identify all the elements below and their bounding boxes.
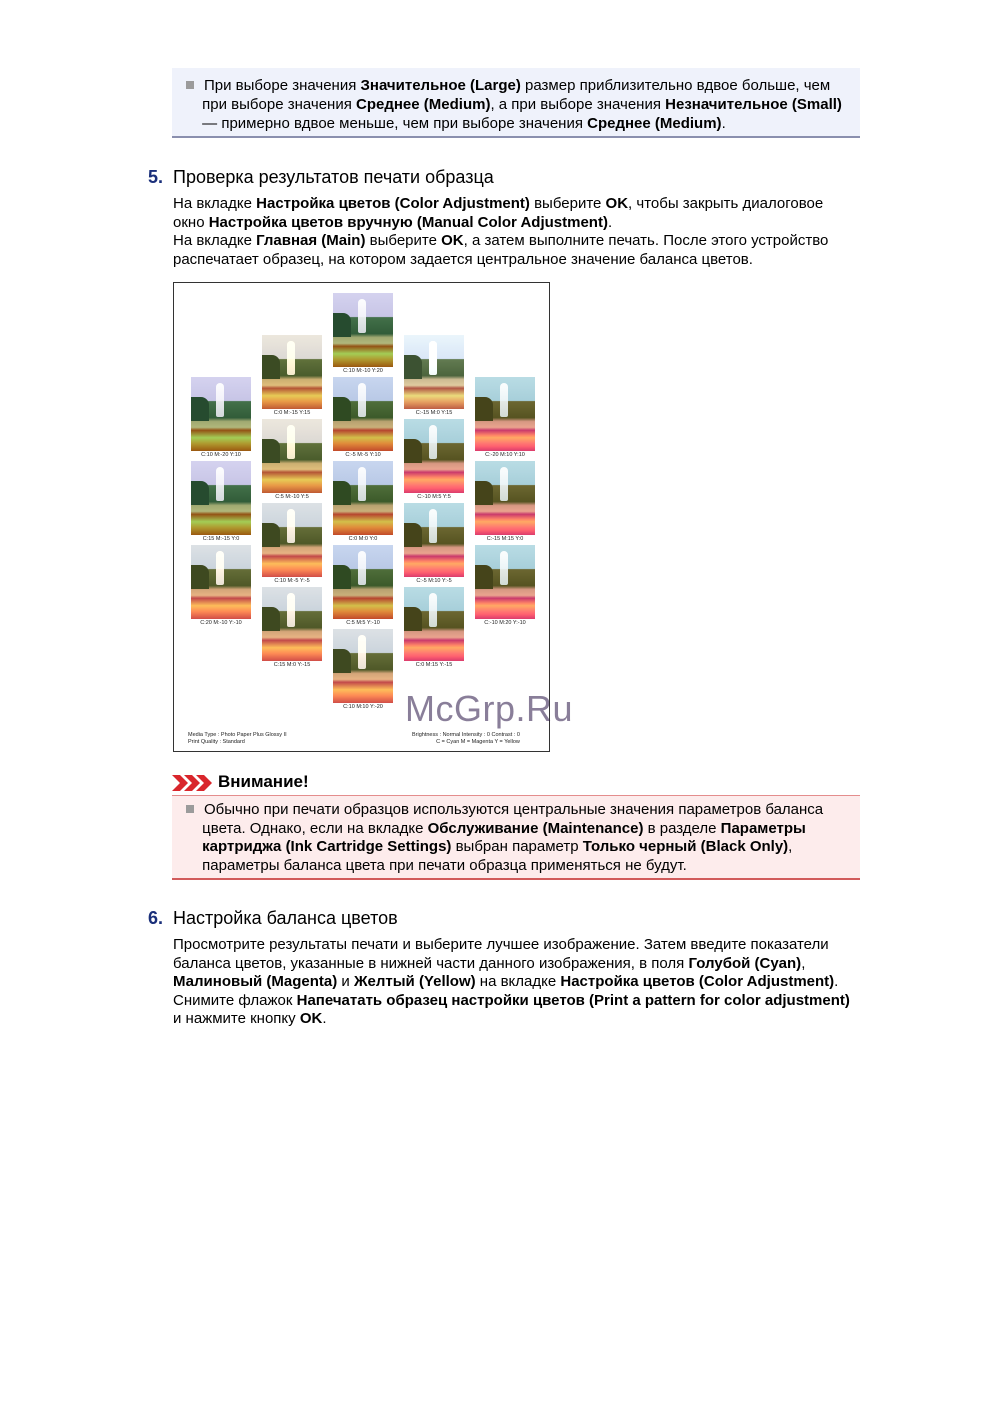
- pattern-image: [404, 419, 464, 493]
- color-pattern-figure: [173, 282, 550, 752]
- pattern-image: [333, 461, 393, 535]
- figure-footer-left: Media Type : Photo Paper Plus Glossy II Print Quality : Standard: [188, 732, 287, 745]
- pattern-caption: C:10 M:-5 Y:-5: [274, 578, 310, 584]
- pattern-image: [191, 461, 251, 535]
- pattern-image: [262, 587, 322, 661]
- note-line-2: при выборе значения Среднее (Medium), а при выборе значения Незначительное (Small): [202, 96, 842, 113]
- bullet-icon: [186, 81, 194, 89]
- pattern-caption: C:15 M:-15 Y:0: [202, 536, 240, 542]
- pattern-image: [404, 587, 464, 661]
- note-box: [172, 68, 860, 138]
- step-5-line-1: На вкладке Настройка цветов (Color Adjustment) выберите OK, чтобы закрыть диалоговое: [173, 195, 824, 212]
- pattern-image: [333, 629, 393, 703]
- pattern-caption: C:0 M:0 Y:0: [348, 536, 378, 542]
- step-5-body: [173, 195, 873, 269]
- pattern-caption: C:5 M:5 Y:-10: [346, 620, 380, 626]
- warning-line-3: картриджа (Ink Cartridge Settings) выбран параметр Только черный (Black Only),: [202, 838, 793, 855]
- step-6-line-3: Малиновый (Magenta) и Желтый (Yellow) на вкладке Настройка цветов (Color Adjustment).: [173, 973, 839, 990]
- pattern-caption: C:15 M:0 Y:-15: [273, 662, 311, 668]
- pattern-image: [262, 419, 322, 493]
- pattern-image: [333, 545, 393, 619]
- warning-box: [172, 795, 860, 880]
- figure-footer-right: Brightness : Normal Intensity : 0 Contrast : 0 C = Cyan M = Magenta Y = Yellow: [412, 732, 520, 745]
- pattern-image: [262, 503, 322, 577]
- pattern-caption: C:-10 M:5 Y:5: [417, 494, 451, 500]
- warning-line-1: Обычно при печати образцов используются центральные значения параметров баланса: [186, 801, 848, 820]
- pattern-caption: C:10 M:10 Y:-20: [343, 704, 383, 710]
- pattern-image: [404, 335, 464, 409]
- note-line-1: При выборе значения Значительное (Large) размер приблизительно вдвое больше, чем: [186, 76, 848, 95]
- pattern-caption: C:-15 M:15 Y:0: [486, 536, 524, 542]
- pattern-image: [333, 377, 393, 451]
- pattern-caption: C:20 M:-10 Y:-10: [200, 620, 242, 626]
- step-6-line-1: Просмотрите результаты печати и выберите лучшее изображение. Затем введите показатели: [173, 936, 829, 953]
- step-6-line-5: и нажмите кнопку OK.: [173, 1010, 327, 1027]
- pattern-image: [191, 545, 251, 619]
- pattern-caption: C:-5 M:-5 Y:10: [345, 452, 381, 458]
- pattern-caption: C:10 M:-10 Y:20: [343, 368, 383, 374]
- pattern-image: [475, 461, 535, 535]
- pattern-caption: C:5 M:-10 Y:5: [275, 494, 309, 500]
- step-6-number: 6.: [148, 908, 164, 928]
- warning-line-4: параметры баланса цвета при печати образца применяться не будут.: [202, 856, 687, 874]
- watermark: McGrp.Ru: [405, 688, 574, 729]
- step-5-number: 5.: [148, 167, 164, 187]
- pattern-caption: C:-10 M:20 Y:-10: [484, 620, 526, 626]
- step-5-line-2: окно Настройка цветов вручную (Manual Color Adjustment).: [173, 213, 613, 231]
- warning-title: Внимание!: [218, 772, 309, 791]
- note-line-3: — примерно вдвое меньше, чем при выборе значения Среднее (Medium).: [202, 115, 726, 132]
- pattern-image: [333, 293, 393, 367]
- pattern-image: [475, 545, 535, 619]
- pattern-caption: C:-20 M:10 Y:10: [485, 452, 525, 458]
- step-6-line-2: баланса цветов, указанные в нижней части данного изображения, в поля Голубой (Cyan),: [173, 954, 806, 972]
- step-5-line-3: На вкладке Главная (Main) выберите OK, а затем выполните печать. После этого устройство: [173, 232, 829, 249]
- bullet-icon: [186, 805, 194, 813]
- pattern-image: [475, 377, 535, 451]
- step-5-line-4: распечатает образец, на котором задается центральное значение баланса цветов.: [173, 250, 753, 268]
- pattern-caption: C:10 M:-20 Y:10: [201, 452, 241, 458]
- pattern-caption: C:-15 M:0 Y:15: [415, 410, 453, 416]
- pattern-image: [404, 503, 464, 577]
- warning-chevrons-icon: [172, 775, 214, 791]
- warning-line-2: цвета. Однако, если на вкладке Обслуживание (Maintenance) в разделе Параметры: [202, 819, 806, 837]
- step-6-title: Настройка баланса цветов: [173, 908, 398, 928]
- pattern-caption: C:0 M:15 Y:-15: [415, 662, 453, 668]
- step-5-title: Проверка результатов печати образца: [173, 167, 494, 187]
- pattern-image: [262, 335, 322, 409]
- pattern-image: [191, 377, 251, 451]
- step-6-line-4: Снимите флажок Напечатать образец настройки цветов (Print a pattern for color adjustment): [173, 991, 850, 1009]
- pattern-caption: C:-5 M:10 Y:-5: [416, 578, 452, 584]
- step-6-body: [173, 936, 873, 1029]
- pattern-caption: C:0 M:-15 Y:15: [273, 410, 311, 416]
